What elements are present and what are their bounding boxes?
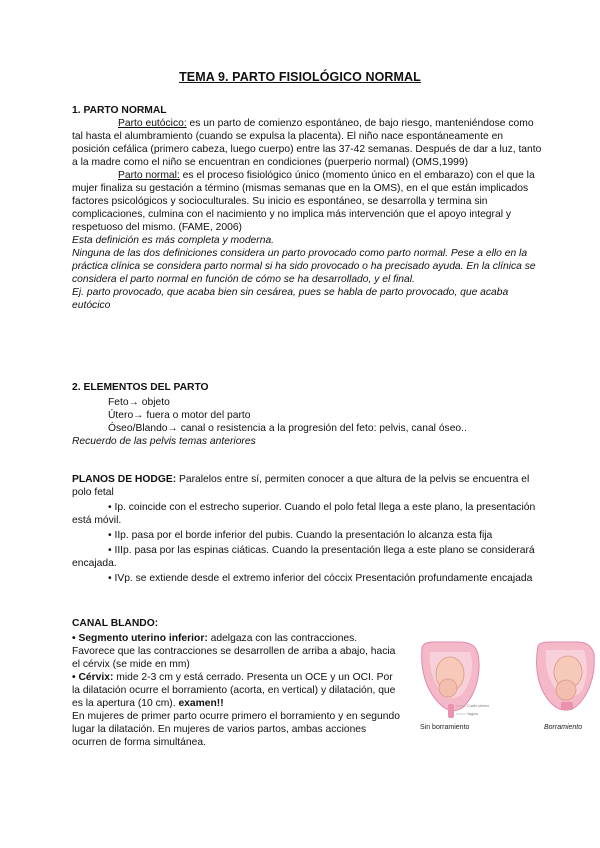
paragraph-parto-eutocico <box>72 117 542 169</box>
figure-tiny-label: Vagina <box>467 712 478 716</box>
section-planos-hodge <box>72 473 542 585</box>
term-label: PLANOS DE HODGE: <box>72 474 177 485</box>
term-text: mide 2-3 cm y está cerrado. Presenta un OCE y un OCI. Por la dilatación ocurre el borramiento (acorta, en vertical) y dilatación, que es la apertura (10 cm). <box>72 672 396 709</box>
cervix-effacement-figure <box>416 640 600 732</box>
term-label: Parto eutócico: <box>118 118 187 129</box>
section-heading: 1. PARTO NORMAL <box>72 105 167 116</box>
figure-tiny-label: Cuello uterino <box>467 704 490 708</box>
note-text: Ej. parto provocado, que acaba bien sin cesárea, pues se habla de parto provocado, que acaba eutócico <box>72 287 509 311</box>
section-parto-normal <box>72 104 542 312</box>
list-item: • IIp. pasa por el borde inferior del pubis. Cuando la presentación lo alcanza esta fija <box>108 530 493 541</box>
term-text: Paralelos entre sí, permiten conocer a que altura de la pelvis se encuentra el polo fetal <box>72 474 530 498</box>
exam-marker: examen!! <box>178 698 224 709</box>
term-label: • Segmento uterino inferior: <box>72 633 208 644</box>
list-item: Feto→ objeto <box>108 397 170 408</box>
paragraph-segmento <box>72 632 400 671</box>
hodge-intro <box>72 473 542 499</box>
term-label: Parto normal: <box>118 170 180 181</box>
figure-label-left: Sin borramiento <box>420 724 470 731</box>
list-item: • IIIp. pasa por las espinas ciáticas. Cuando la presentación llega a este plano se considerará encajada. <box>72 545 535 569</box>
page-title: TEMA 9. PARTO FISIOLÓGICO NORMAL <box>179 70 421 84</box>
list-item: • IVp. se extiende desde el extremo inferior del cóccix Presentación profundamente encajada <box>108 573 533 584</box>
paragraph-primer-parto: En mujeres de primer parto ocurre primero el borramiento y en segundo lugar la dilatación. En mujeres de varios partos, ambas acciones ocurren de forma simultánea. <box>72 711 400 748</box>
note-text: Recuerdo de las pelvis temas anteriores <box>72 436 256 447</box>
section-heading: CANAL BLANDO: <box>72 618 159 629</box>
section-heading: 2. ELEMENTOS DEL PARTO <box>72 382 209 393</box>
section-canal-blando <box>72 617 400 749</box>
note-text: Esta definición es más completa y moderna. <box>72 235 275 246</box>
section-elementos-parto <box>72 381 542 448</box>
term-text: es un parto de comienzo espontáneo, de bajo riesgo, manteniéndose como tal hasta el alumbramiento (cuando se expulsa la placenta). El niño nace espontáneamente en posición cefálica (primero cabeza, luego cuerpo) entre las 37-42 semanas. Después de dar a luz, tanto a la madre como el niño se encuentran en condiciones (puerperio normal) (OMS,1999) <box>72 118 542 168</box>
list-item: Útero→ fuera o motor del parto <box>108 410 251 421</box>
note-text: Ninguna de las dos definiciones considera un parto provocado como parto normal. Pese a ello en la práctica clínica se considera parto normal si ha sido provocado o ha precisado ayuda. En la clínica se considera el parto normal en función de cómo se ha desarrollado, y el final. <box>72 248 536 285</box>
figure-label-right: Borramiento <box>544 724 583 731</box>
paragraph-parto-normal <box>72 169 542 234</box>
term-label: • Cérvix: <box>72 672 114 683</box>
term-text: es el proceso fisiológico único (momento único en el embarazo) con el que la mujer finaliza su gestación a término (mismas semanas que en la OMS), en el que están implicados factores psicológicos y socioculturales. Su inicio es espontáneo, se desarrolla y termina sin complicaciones, culmina con el nacimiento y no implica más intervención que el apoyo integral y respetuoso del mismo. (FAME, 2006) <box>72 170 535 233</box>
list-item: Óseo/Blando→ canal o resistencia a la progresión del feto: pelvis, canal óseo.. <box>108 423 467 434</box>
list-item: • Ip. coincide con el estrecho superior. Cuando el polo fetal llega a este plano, la presentación está móvil. <box>72 502 536 526</box>
effacement-illustration <box>416 640 600 732</box>
paragraph-cervix <box>72 671 400 710</box>
term-text: adelgaza con las contracciones. Favorece que las contracciones se desarrollen de arriba a abajo, hacia el cérvix (se mide en mm) <box>72 633 396 670</box>
